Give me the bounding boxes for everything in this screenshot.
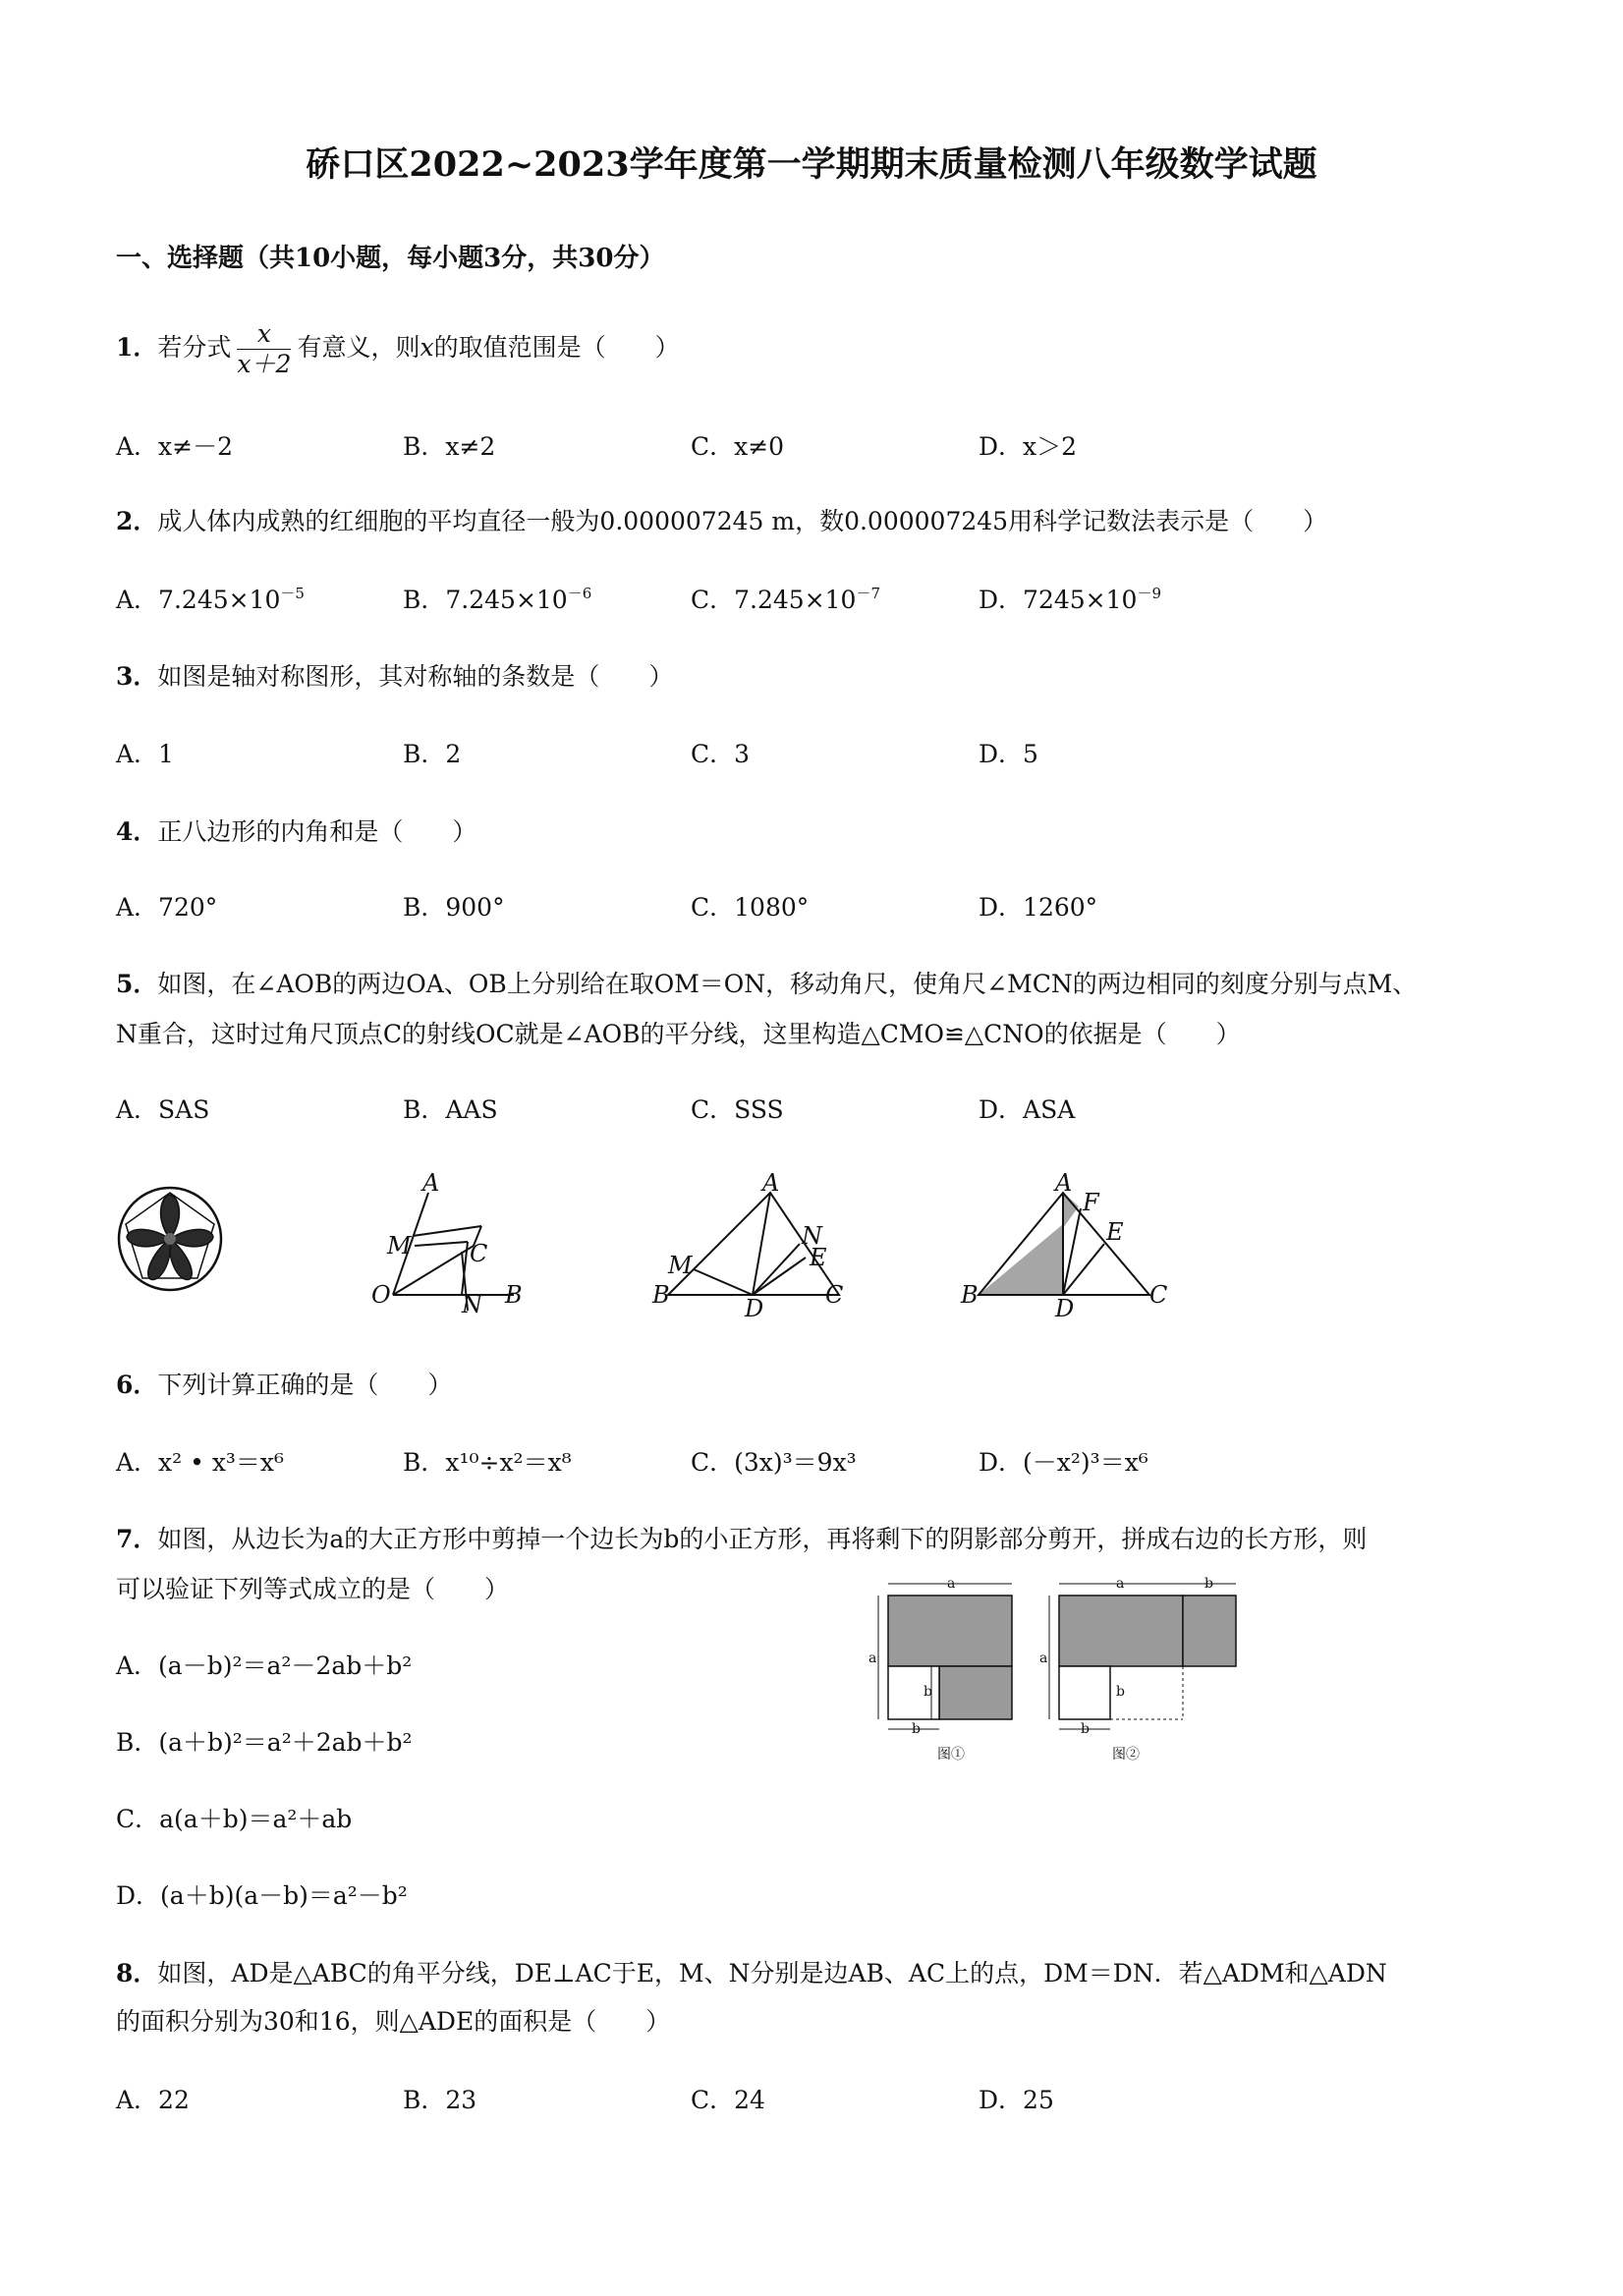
- label-b: b: [912, 1721, 921, 1737]
- option-text: B．7.245×10: [403, 586, 568, 614]
- triangle-figure-1: [652, 1169, 859, 1322]
- cm-segment: [415, 1242, 468, 1246]
- option-b[interactable]: B．2: [403, 740, 462, 768]
- exponent: －5: [280, 585, 305, 602]
- ruler-edge-1: [413, 1226, 481, 1236]
- label-c: C: [470, 1240, 488, 1267]
- option-d[interactable]: D．5: [979, 740, 1038, 768]
- option-a[interactable]: A．x² • x³＝x⁶: [116, 1448, 285, 1477]
- option-c[interactable]: C．1080°: [691, 893, 810, 922]
- option-c[interactable]: [691, 584, 880, 617]
- option-c[interactable]: C．SSS: [691, 1095, 784, 1124]
- label-a: A: [1055, 1169, 1073, 1197]
- option-b[interactable]: B．x¹⁰÷x²＝x⁸: [403, 1448, 572, 1477]
- label-n: N: [802, 1222, 822, 1250]
- option-d[interactable]: [979, 584, 1161, 617]
- shaded-region: [979, 1224, 1063, 1295]
- question-text: 的取值范围是（ ）: [433, 333, 680, 362]
- option-d[interactable]: D．ASA: [979, 1095, 1076, 1124]
- option-d[interactable]: D．1260°: [979, 893, 1098, 922]
- exponent: －6: [567, 585, 592, 602]
- label-b: B: [652, 1281, 670, 1309]
- question-text: 如图，从边长为a的大正方形中剪掉一个边长为b的小正方形，再将剩下的阴影部分剪开，拼成右边的长方形，则: [157, 1525, 1368, 1553]
- shaded-top: [888, 1596, 1012, 1666]
- option-a[interactable]: A．(a－b)²＝a²－2ab＋b²: [116, 1652, 413, 1680]
- section-heading: 一、选择题（共10小题，每小题3分，共30分）: [116, 244, 665, 273]
- question-text: 如图，AD是△ABC的角平分线，DE⊥AC于E，M、N分别是边AB、AC上的点，DM＝DN．若△ADM和△ADN: [157, 1959, 1387, 1988]
- option-text: C．7.245×10: [691, 586, 857, 614]
- question-number: 6．: [116, 1371, 158, 1399]
- question-7-line1: [116, 1523, 1367, 1556]
- question-text: 如图是轴对称图形，其对称轴的条数是（ ）: [157, 662, 674, 691]
- label-b: b: [1204, 1576, 1213, 1592]
- label-a: A: [762, 1169, 780, 1197]
- flower-center: [164, 1233, 176, 1245]
- label-n: N: [462, 1291, 482, 1318]
- question-8-line1: [116, 1957, 1387, 1990]
- question-5-line2: N重合，这时过角尺顶点C的射线OC就是∠AOB的平分线，这里构造△CMO≌△CNO的依据是（ ）: [116, 1020, 1241, 1048]
- option-b[interactable]: B．x≠2: [403, 432, 496, 461]
- option-text: D．7245×10: [979, 586, 1138, 614]
- exponent: －7: [856, 585, 881, 602]
- page-title: 硚口区2022~2023学年度第一学期期末质量检测八年级数学试题: [306, 144, 1317, 185]
- option-a[interactable]: A．1: [116, 740, 174, 768]
- question-3: [116, 660, 673, 694]
- option-a[interactable]: A．SAS: [116, 1095, 210, 1124]
- caption-figure-2: 图②: [1112, 1747, 1140, 1763]
- label-a: a: [1039, 1651, 1048, 1666]
- option-a[interactable]: A．x≠－2: [116, 432, 234, 461]
- option-b[interactable]: B．900°: [403, 893, 505, 922]
- option-c[interactable]: C．24: [691, 2086, 765, 2114]
- label-b: b: [1081, 1721, 1090, 1737]
- label-b: B: [505, 1281, 523, 1309]
- question-2: [116, 505, 1327, 538]
- denominator: x＋2: [237, 350, 292, 378]
- label-c: C: [825, 1281, 844, 1309]
- label-a: a: [947, 1576, 956, 1592]
- option-c[interactable]: C．(3x)³＝9x³: [691, 1448, 857, 1477]
- numerator: x: [237, 319, 291, 350]
- shaded-bottom: [939, 1666, 1012, 1719]
- label-f: F: [1083, 1189, 1099, 1216]
- label-d: D: [1055, 1295, 1075, 1322]
- option-d[interactable]: D．(－x²)³＝x⁶: [979, 1448, 1148, 1477]
- question-4: [116, 815, 476, 849]
- shaded-rect-b: [1183, 1596, 1236, 1666]
- triangle-figure-2: [957, 1169, 1173, 1322]
- label-o: O: [371, 1281, 391, 1309]
- option-d[interactable]: D．x＞2: [979, 432, 1078, 461]
- option-text: A．7.245×10: [116, 586, 281, 614]
- option-c[interactable]: C．3: [691, 740, 751, 768]
- question-1: [116, 318, 680, 379]
- option-d[interactable]: D．25: [979, 2086, 1054, 2114]
- segment-de: [753, 1258, 806, 1295]
- fraction: [237, 319, 291, 379]
- question-8-line2: 的面积分别为30和16，则△ADE的面积是（ ）: [116, 2007, 671, 2036]
- option-c[interactable]: C．a(a＋b)＝a²＋ab: [116, 1805, 353, 1833]
- option-b[interactable]: B．AAS: [403, 1095, 498, 1124]
- segment-dm: [694, 1269, 753, 1295]
- shaded-region-top: [1063, 1193, 1079, 1228]
- variable: x: [420, 333, 434, 362]
- angle-bisector-figure: [371, 1169, 529, 1318]
- question-number: 2．: [116, 507, 158, 535]
- question-text: 正八边形的内角和是（ ）: [157, 817, 477, 846]
- question-number: 8．: [116, 1959, 158, 1988]
- question-text: 下列计算正确的是（ ）: [157, 1371, 453, 1399]
- question-number: 3．: [116, 662, 158, 691]
- option-b[interactable]: [403, 584, 591, 617]
- option-a[interactable]: A．22: [116, 2086, 190, 2114]
- question-7-line2: 可以验证下列等式成立的是（ ）: [116, 1575, 510, 1603]
- question-6: [116, 1369, 452, 1402]
- question-text: 有意义，则: [297, 333, 420, 362]
- question-number: 7．: [116, 1525, 158, 1553]
- question-number: 1．: [116, 333, 158, 362]
- label-a: A: [422, 1169, 440, 1197]
- label-b: b: [1116, 1684, 1125, 1700]
- option-b[interactable]: B．(a＋b)²＝a²＋2ab＋b²: [116, 1728, 413, 1757]
- exponent: －9: [1137, 585, 1161, 602]
- shaded-rect-a: [1059, 1596, 1183, 1666]
- question-number: 4．: [116, 817, 158, 846]
- label-m: M: [387, 1232, 412, 1260]
- square-rectangle-figure: [868, 1576, 1242, 1763]
- label-b: b: [923, 1684, 932, 1700]
- question-text: 如图，在∠AOB的两边OA、OB上分别给在取OM＝ON，移动角尺，使角尺∠MCN的两边相同的刻度分别与点M、: [157, 970, 1418, 998]
- label-a: a: [868, 1651, 877, 1666]
- caption-figure-1: 图①: [937, 1747, 965, 1763]
- label-c: C: [1149, 1281, 1168, 1309]
- option-c[interactable]: C．x≠0: [691, 432, 785, 461]
- option-b[interactable]: B．23: [403, 2086, 477, 2114]
- option-d[interactable]: D．(a＋b)(a－b)＝a²－b²: [116, 1881, 408, 1910]
- question-number: 5．: [116, 970, 158, 998]
- label-m: M: [668, 1252, 693, 1279]
- option-a[interactable]: A．720°: [116, 893, 218, 922]
- option-a[interactable]: [116, 584, 305, 617]
- question-5-line1: [116, 968, 1417, 1001]
- label-a: a: [1116, 1576, 1125, 1592]
- label-e: E: [1106, 1218, 1124, 1246]
- label-e: E: [810, 1244, 827, 1271]
- question-text: 若分式: [157, 333, 232, 362]
- label-b: B: [961, 1281, 979, 1309]
- question-text: 成人体内成熟的红细胞的平均直径一般为0.000007245 m，数0.000007245用科学记数法表示是（ ）: [157, 507, 1328, 535]
- label-d: D: [745, 1295, 764, 1322]
- small-square: [1059, 1666, 1110, 1719]
- flower-figure: [116, 1185, 224, 1293]
